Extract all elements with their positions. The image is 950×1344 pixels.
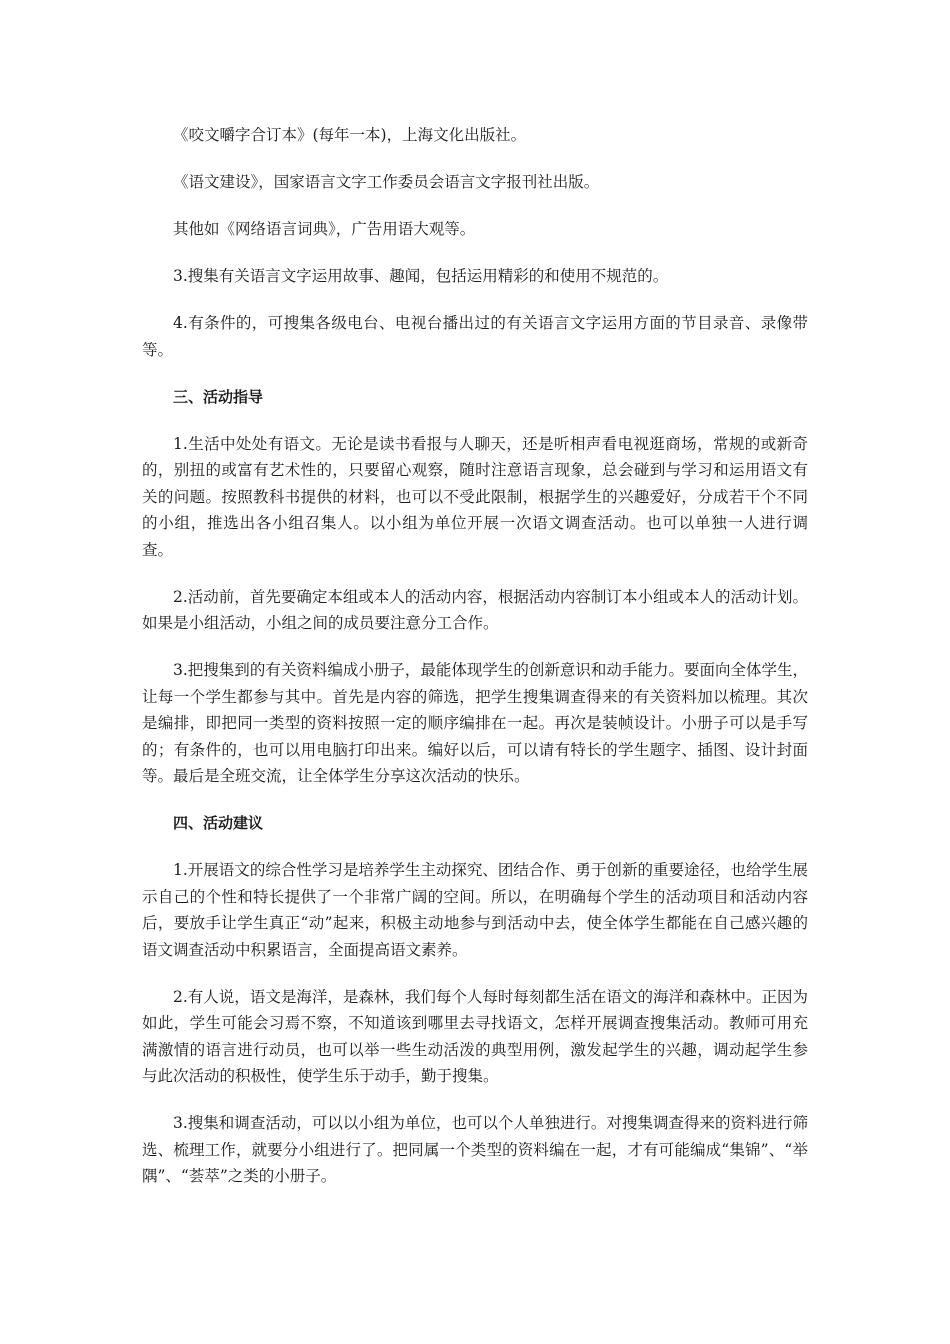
paragraph-reference-yaowenjiaozi: 《咬文嚼字合订本》(每年一本)，上海文化出版社。 <box>173 126 527 144</box>
paragraph-suggestion-3: 3.搜集和调查活动，可以以小组为单位，也可以个人单独进行。对搜集调查得来的资料进行筛选、梳理工作，就要分小组进行了。把同属一个类型的资料编在一起，才有可能编成“集锦”、“举隅”、“荟萃”之类的小册子。 <box>142 1114 808 1185</box>
paragraph-guidance-1: 1.生活中处处有语文。无论是读书看报与人聊天，还是听相声看电视逛商场，常规的或新奇的，别扭的或富有艺术性的，只要留心观察，随时注意语言现象，总会碰到与学习和运用语文有关的问题。按照教科书提供的材料，也可以不受此限制，根据学生的兴趣爱好，分成若干个不同的小组，推选出各小组召集人。以小组为单位开展一次语文调查活动。也可以单独一人进行调查。 <box>142 434 808 559</box>
paragraph-guidance-2: 2.活动前，首先要确定本组或本人的活动内容，根据活动内容制订本小组或本人的活动计划。如果是小组活动，小组之间的成员要注意分工合作。 <box>142 587 808 632</box>
section-heading-activity-suggestions: 四、活动建议 <box>173 814 264 832</box>
paragraph-reference-yuwenjianshe: 《语文建设》，国家语言文字工作委员会语言文字报刊社出版。 <box>173 173 600 191</box>
paragraph-collect-stories: 3.搜集有关语言文字运用故事、趣闻，包括运用精彩的和使用不规范的。 <box>173 267 669 285</box>
document-page <box>142 122 808 1210</box>
paragraph-collect-recordings: 4.有条件的，可搜集各级电台、电视台播出过的有关语言文字运用方面的节目录音、录像带等。 <box>142 314 808 359</box>
paragraph-guidance-3: 3.把搜集到的有关资料编成小册子，最能体现学生的创新意识和动手能力。要面向全体学生，让每一个学生都参与其中。首先是内容的筛选，把学生搜集调查得来的有关资料加以梳理。其次是编排，即把同一类型的资料按照一定的顺序编排在一起。再次是装帧设计。小册子可以是手写的；有条件的，也可以用电脑打印出来。编好以后，可以请有特长的学生题字、插图、设计封面等。最后是全班交流，让全体学生分享这次活动的快乐。 <box>142 661 808 785</box>
section-heading-activity-guidance: 三、活动指导 <box>173 387 264 406</box>
paragraph-suggestion-1: 1.开展语文的综合性学习是培养学生主动探究、团结合作、勇于创新的重要途径，也给学生展示自己的个性和特长提供了一个非常广阔的空间。所以，在明确每个学生的活动项目和活动内容后，要放手让学生真正“动”起来，积极主动地参与到活动中去，使全体学生都能在自己感兴趣的语文调查活动中积累语言，全面提高语文素养。 <box>142 861 808 959</box>
paragraph-reference-others: 其他如《网络语言词典》，广告用语大观等。 <box>173 220 476 238</box>
paragraph-suggestion-2: 2.有人说，语文是海洋，是森林，我们每个人每时每刻都生活在语文的海洋和森林中。正因为如此，学生可能会习焉不察，不知道该到哪里去寻找语文，怎样开展调查搜集活动。教师可用充满激情的语言进行动员，也可以举一些生动活泼的典型用例，激发起学生的兴趣，调动起学生参与此次活动的积极性，使学生乐于动手，勤于搜集。 <box>142 987 808 1085</box>
